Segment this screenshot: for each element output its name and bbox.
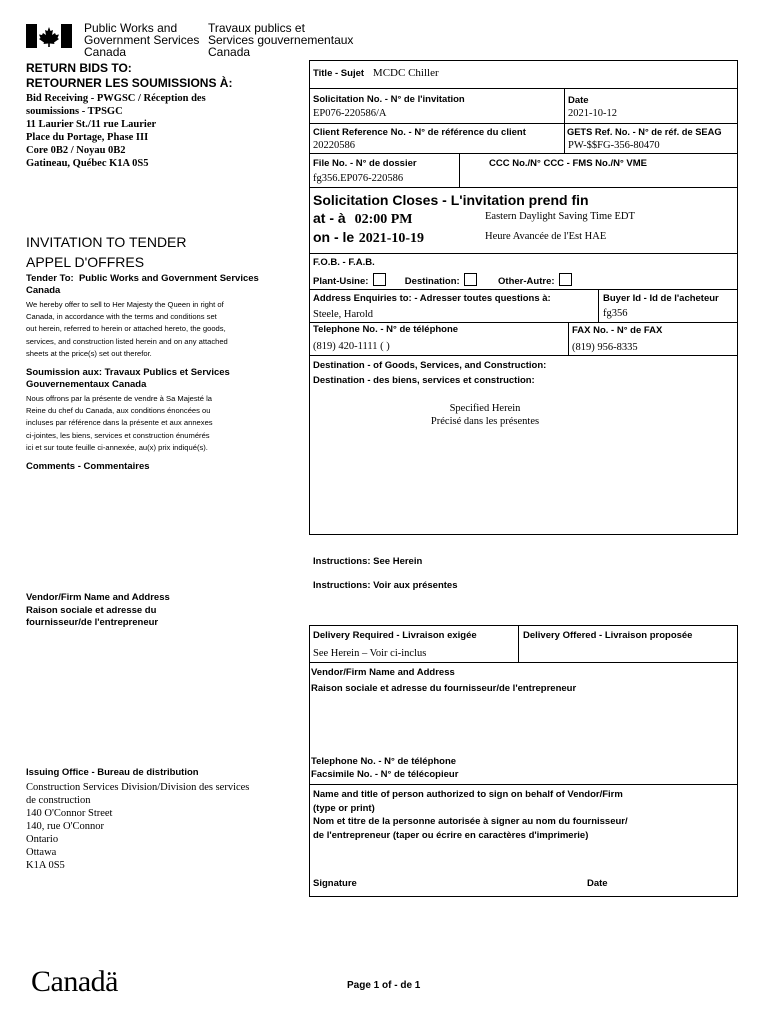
divider [309, 123, 738, 124]
file-no-value[interactable]: fg356.EP076-220586 [313, 173, 404, 184]
issuing-line: Construction Services Division/Division des services [26, 782, 250, 793]
offer-text-line: ci-jointes, les biens, services et construction énumérés [26, 430, 210, 440]
department-name-fr [208, 22, 353, 58]
vendor-left-line: Raison sociale et adresse du [26, 604, 157, 616]
telephone-value[interactable]: (819) 420-1111 ( ) [313, 341, 390, 352]
plant-checkbox[interactable] [373, 273, 386, 286]
dept-fr-line: Services gouvernementaux [208, 33, 354, 47]
timezone-en: Eastern Daylight Saving Time EDT [485, 211, 635, 222]
page-number: Page 1 of - de 1 [347, 980, 421, 991]
divider [309, 662, 738, 663]
issuing-line: de construction [26, 795, 91, 806]
client-ref-value[interactable]: 20220586 [313, 140, 355, 151]
telephone-label: Telephone No. - N° de téléphone [313, 324, 459, 335]
on-label: on - le [313, 229, 355, 245]
authorized-person-field[interactable] [311, 845, 736, 873]
fax-label: FAX No. - N° de FAX [572, 325, 663, 336]
invitation-title-en: INVITATION TO TENDER [26, 234, 187, 250]
offer-text-fr [26, 393, 213, 454]
destination-label: Destination: [404, 276, 460, 287]
tender-to-value: Public Works and Government Services [78, 273, 259, 284]
dept-en-line: Government Services [84, 33, 200, 47]
title-value: MCDC Chiller [372, 67, 439, 79]
dept-fr-line: Travaux publics et [208, 21, 305, 35]
issuing-line: Ontario [26, 834, 59, 845]
address-line: soumissions - TPSGC [26, 106, 123, 117]
return-bids-address [26, 92, 206, 170]
on-value: 2021-10-19 [358, 231, 425, 246]
file-no-label: File No. - N° de dossier [313, 158, 417, 169]
address-enquiries-label: Address Enquiries to: - Adresser toutes questions à: [313, 293, 551, 304]
solicitation-value[interactable]: EP076-220586/A [313, 108, 387, 119]
closes-title: Solicitation Closes - L'invitation prend fin [313, 192, 589, 208]
specified-herein-en: Specified Herein [449, 403, 521, 414]
offer-text-line: Nous offrons par la présente de vendre à Sa Majesté la [26, 394, 213, 403]
offer-text-line: incluses par référence dans la présente et aux annexes [26, 418, 213, 428]
department-name-en [84, 22, 199, 58]
buyer-id-label: Buyer Id - Id de l'acheteur [603, 293, 719, 304]
address-line: Bid Receiving - PWGSC / Réception des [26, 93, 206, 104]
issuing-line: 140, rue O'Connor [26, 821, 105, 832]
authorized-line: Name and title of person authorized to sign on behalf of Vendor/Firm [313, 789, 623, 800]
divider [309, 289, 738, 290]
vendor-name-field[interactable] [311, 698, 736, 750]
closing-time [313, 210, 413, 228]
other-label: Other-Autre: [498, 276, 555, 287]
divider [309, 153, 738, 154]
invitation-title-fr: APPEL D'OFFRES [26, 254, 145, 270]
title-label: Title - Sujet [313, 68, 365, 79]
vendor-raison-label: Raison sociale et adresse du fournisseur/de l'entrepreneur [311, 683, 577, 694]
soumission-line: Soumission aux: Travaux Publics et Services [26, 367, 230, 378]
authorized-line: de l'entrepreneur (taper ou écrire en caractères d'imprimerie) [313, 829, 589, 841]
offer-text-en [26, 299, 228, 360]
fob-options [313, 271, 572, 289]
other-checkbox[interactable] [559, 273, 572, 286]
solicitation-label: Solicitation No. - N° de l'invitation [313, 94, 465, 105]
invitation-title [26, 232, 187, 272]
destination-goods-fr: Destination - des biens, services et construction: [313, 375, 535, 386]
divider [598, 289, 599, 322]
authorized-line: (type or print) [313, 802, 375, 814]
divider [309, 253, 738, 254]
gets-value[interactable]: PW-$$FG-356-80470 [568, 140, 660, 151]
dept-en-line: Canada [84, 45, 127, 59]
vendor-left-line: fournisseur/de l'entrepreneur [26, 617, 159, 628]
at-label: at - à [313, 210, 346, 226]
issuing-line: 140 O'Connor Street [26, 808, 113, 819]
offer-text-line: out herein, referred to herein or attached hereto, the goods, [26, 324, 226, 334]
fob-label: F.O.B. - F.A.B. [313, 257, 375, 268]
divider [309, 355, 738, 356]
vendor-telephone-label: Telephone No. - N° de téléphone [311, 756, 457, 767]
tender-to-label: Tender To: [26, 273, 74, 284]
return-bids-title-fr: RETOURNER LES SOUMISSIONS À: [26, 76, 233, 90]
issuing-office-address [26, 781, 249, 872]
at-value: 02:00 PM [354, 212, 413, 227]
divider [309, 784, 738, 785]
comments-label: Comments - Commentaires [26, 461, 150, 472]
closing-date [313, 229, 424, 247]
authorized-line: Nom et titre de la personne autorisée à signer au nom du fournisseur/ [313, 816, 628, 827]
soumission-line: Gouvernementaux Canada [26, 379, 147, 390]
signature-date-label: Date [587, 878, 608, 889]
dept-fr-line: Canada [208, 45, 251, 59]
issuing-line: Ottawa [26, 847, 57, 858]
divider [459, 153, 460, 187]
divider [309, 322, 738, 323]
canada-wordmark: Canadä [31, 965, 118, 998]
delivery-required-label: Delivery Required - Livraison exigée [313, 630, 477, 641]
instructions-fr: Instructions: Voir aux présentes [313, 580, 458, 591]
title-field[interactable] [313, 63, 439, 81]
address-enquiries-value[interactable]: Steele, Harold [313, 309, 374, 320]
divider [309, 187, 738, 188]
return-bids-title [26, 61, 232, 91]
divider [564, 88, 565, 153]
vendor-name-label: Vendor/Firm Name and Address [311, 667, 455, 678]
divider [568, 322, 569, 355]
offer-text-line: We hereby offer to sell to Her Majesty the Queen in right of [26, 300, 224, 309]
fax-value[interactable]: (819) 956-8335 [572, 342, 638, 353]
offer-text-line: services, and construction listed herein and on any attached [26, 336, 228, 346]
authorized-person-label [313, 788, 628, 842]
plant-label: Plant-Usine: [313, 276, 369, 287]
instructions-en: Instructions: See Herein [313, 556, 423, 567]
signature-label: Signature [313, 878, 357, 889]
client-ref-label: Client Reference No. - N° de référence du client [313, 127, 526, 138]
delivery-offered-label: Delivery Offered - Livraison proposée [523, 630, 693, 641]
date-label: Date [568, 95, 589, 106]
address-line: Place du Portage, Phase III [26, 132, 149, 143]
ccc-label: CCC No./N° CCC - FMS No./N° VME [489, 158, 648, 169]
tender-to [26, 273, 281, 297]
offer-text-line: ici et sur toute feuille ci-annexée, au(x) prix indiqué(s). [26, 442, 208, 452]
divider [518, 625, 519, 662]
offer-text-line: Reine du chef du Canada, aux conditions énoncées ou [26, 406, 211, 416]
issuing-office-title: Issuing Office - Bureau de distribution [26, 767, 199, 778]
destination-checkbox[interactable] [464, 273, 477, 286]
issuing-line: K1A 0S5 [26, 860, 65, 871]
address-line: Core 0B2 / Noyau 0B2 [26, 145, 126, 156]
vendor-left-line: Vendor/Firm Name and Address [26, 592, 170, 603]
return-bids-title-en: RETURN BIDS TO: [26, 61, 132, 75]
buyer-id-value[interactable]: fg356 [603, 308, 628, 319]
destination-goods-en: Destination - of Goods, Services, and Construction: [313, 360, 547, 371]
tender-to-value2: Canada [26, 285, 61, 296]
specified-herein-fr: Précisé dans les présentes [430, 416, 540, 427]
date-value[interactable]: 2021-10-12 [568, 108, 617, 119]
offer-text-line: sheets at the price(s) set out therefor. [26, 348, 152, 358]
vendor-firm-left [26, 592, 170, 630]
timezone-fr: Heure Avancée de l'Est HAE [485, 231, 607, 242]
address-line: 11 Laurier St./11 rue Laurier [26, 119, 157, 130]
vendor-facsimile-label: Facsimile No. - N° de télécopieur [311, 769, 459, 780]
canada-flag-icon [26, 24, 72, 48]
dept-en-line: Public Works and [84, 21, 178, 35]
delivery-required-value[interactable]: See Herein – Voir ci-inclus [313, 648, 427, 659]
address-line: Gatineau, Québec K1A 0S5 [26, 158, 149, 169]
gets-label: GETS Ref. No. - N° de réf. de SEAG [567, 127, 722, 137]
soumission-title [26, 367, 230, 391]
divider [309, 88, 738, 89]
offer-text-line: Canada, in accordance with the terms and conditions set [26, 312, 217, 322]
